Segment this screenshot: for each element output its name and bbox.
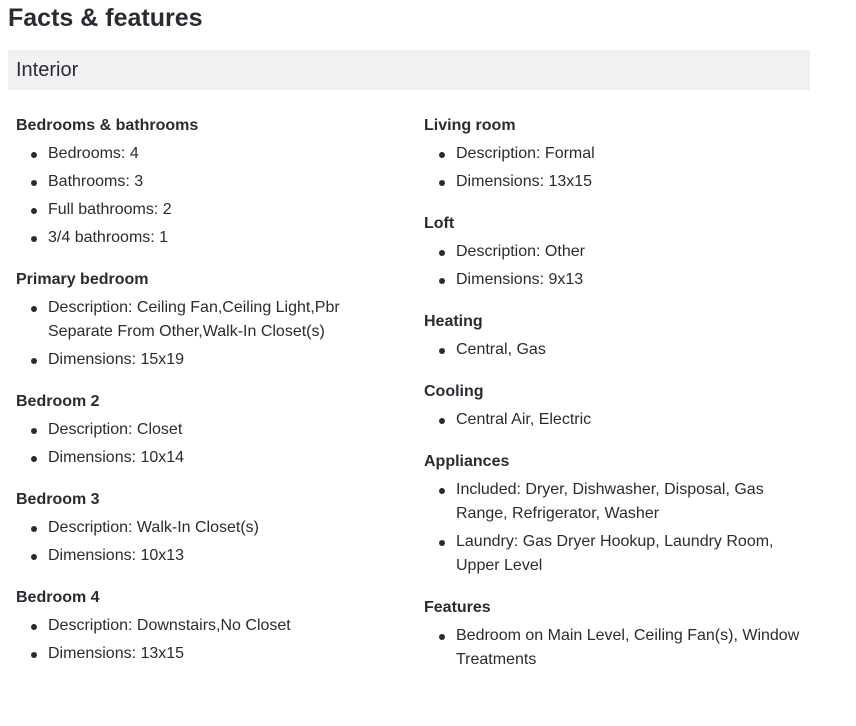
list-item: Dimensions: 15x19 (16, 348, 396, 372)
fact-list (16, 614, 396, 666)
list-item: Included: Dryer, Dishwasher, Disposal, Gas Range, Refrigerator, Washer (424, 478, 786, 526)
list-item: Description: Closet (16, 418, 396, 442)
group-primary-bedroom (16, 270, 396, 372)
list-item: Description: Walk-In Closet(s) (16, 516, 396, 540)
group-heading: Bedroom 3 (16, 491, 100, 508)
group-bedroom-3 (16, 490, 396, 568)
list-item: Full bathrooms: 2 (16, 198, 396, 222)
fact-list (16, 296, 396, 372)
group-heading: Cooling (424, 383, 484, 400)
list-item: Description: Ceiling Fan,Ceiling Light,Pbr Separate From Other,Walk-In Closet(s) (16, 296, 348, 344)
fact-list (16, 418, 396, 470)
group-heading: Bedroom 2 (16, 393, 100, 410)
group-cooling (424, 382, 824, 432)
list-item: Description: Formal (424, 142, 824, 166)
fact-list (424, 142, 824, 194)
list-item: Dimensions: 13x15 (424, 170, 824, 194)
section-title: Interior (16, 59, 79, 81)
fact-list (424, 624, 824, 672)
group-bedroom-4 (16, 588, 396, 666)
fact-list (424, 408, 824, 432)
list-item: Description: Other (424, 240, 824, 264)
list-item: Dimensions: 10x14 (16, 446, 396, 470)
page-title: Facts & features (8, 4, 203, 32)
list-item: Dimensions: 13x15 (16, 642, 396, 666)
list-item: Description: Downstairs,No Closet (16, 614, 396, 638)
group-bedrooms-bathrooms (16, 116, 396, 250)
fact-list (424, 240, 824, 292)
list-item: Bedroom on Main Level, Ceiling Fan(s), Window Treatments (424, 624, 816, 672)
group-living-room (424, 116, 824, 194)
group-heading: Appliances (424, 453, 510, 470)
group-bedroom-2 (16, 392, 396, 470)
group-heading: Living room (424, 117, 516, 134)
group-heading: Bedroom 4 (16, 589, 100, 606)
group-heading: Primary bedroom (16, 271, 149, 288)
list-item: Dimensions: 9x13 (424, 268, 824, 292)
list-item: Dimensions: 10x13 (16, 544, 396, 568)
group-loft (424, 214, 824, 292)
fact-list (424, 338, 824, 362)
list-item: Central, Gas (424, 338, 824, 362)
group-heating (424, 312, 824, 362)
group-appliances (424, 452, 824, 578)
list-item: Central Air, Electric (424, 408, 824, 432)
list-item: Laundry: Gas Dryer Hookup, Laundry Room, Upper Level (424, 530, 786, 578)
list-item: Bathrooms: 3 (16, 170, 396, 194)
group-heading: Loft (424, 215, 455, 232)
group-heading: Bedrooms & bathrooms (16, 117, 199, 134)
group-heading: Features (424, 599, 491, 616)
fact-list (16, 516, 396, 568)
list-item: Bedrooms: 4 (16, 142, 396, 166)
group-features (424, 598, 824, 672)
interior-section-header[interactable] (8, 50, 810, 90)
fact-list (424, 478, 824, 578)
group-heading: Heating (424, 313, 483, 330)
right-column (424, 116, 824, 692)
left-column (16, 116, 396, 686)
fact-list (16, 142, 396, 250)
list-item: 3/4 bathrooms: 1 (16, 226, 396, 250)
